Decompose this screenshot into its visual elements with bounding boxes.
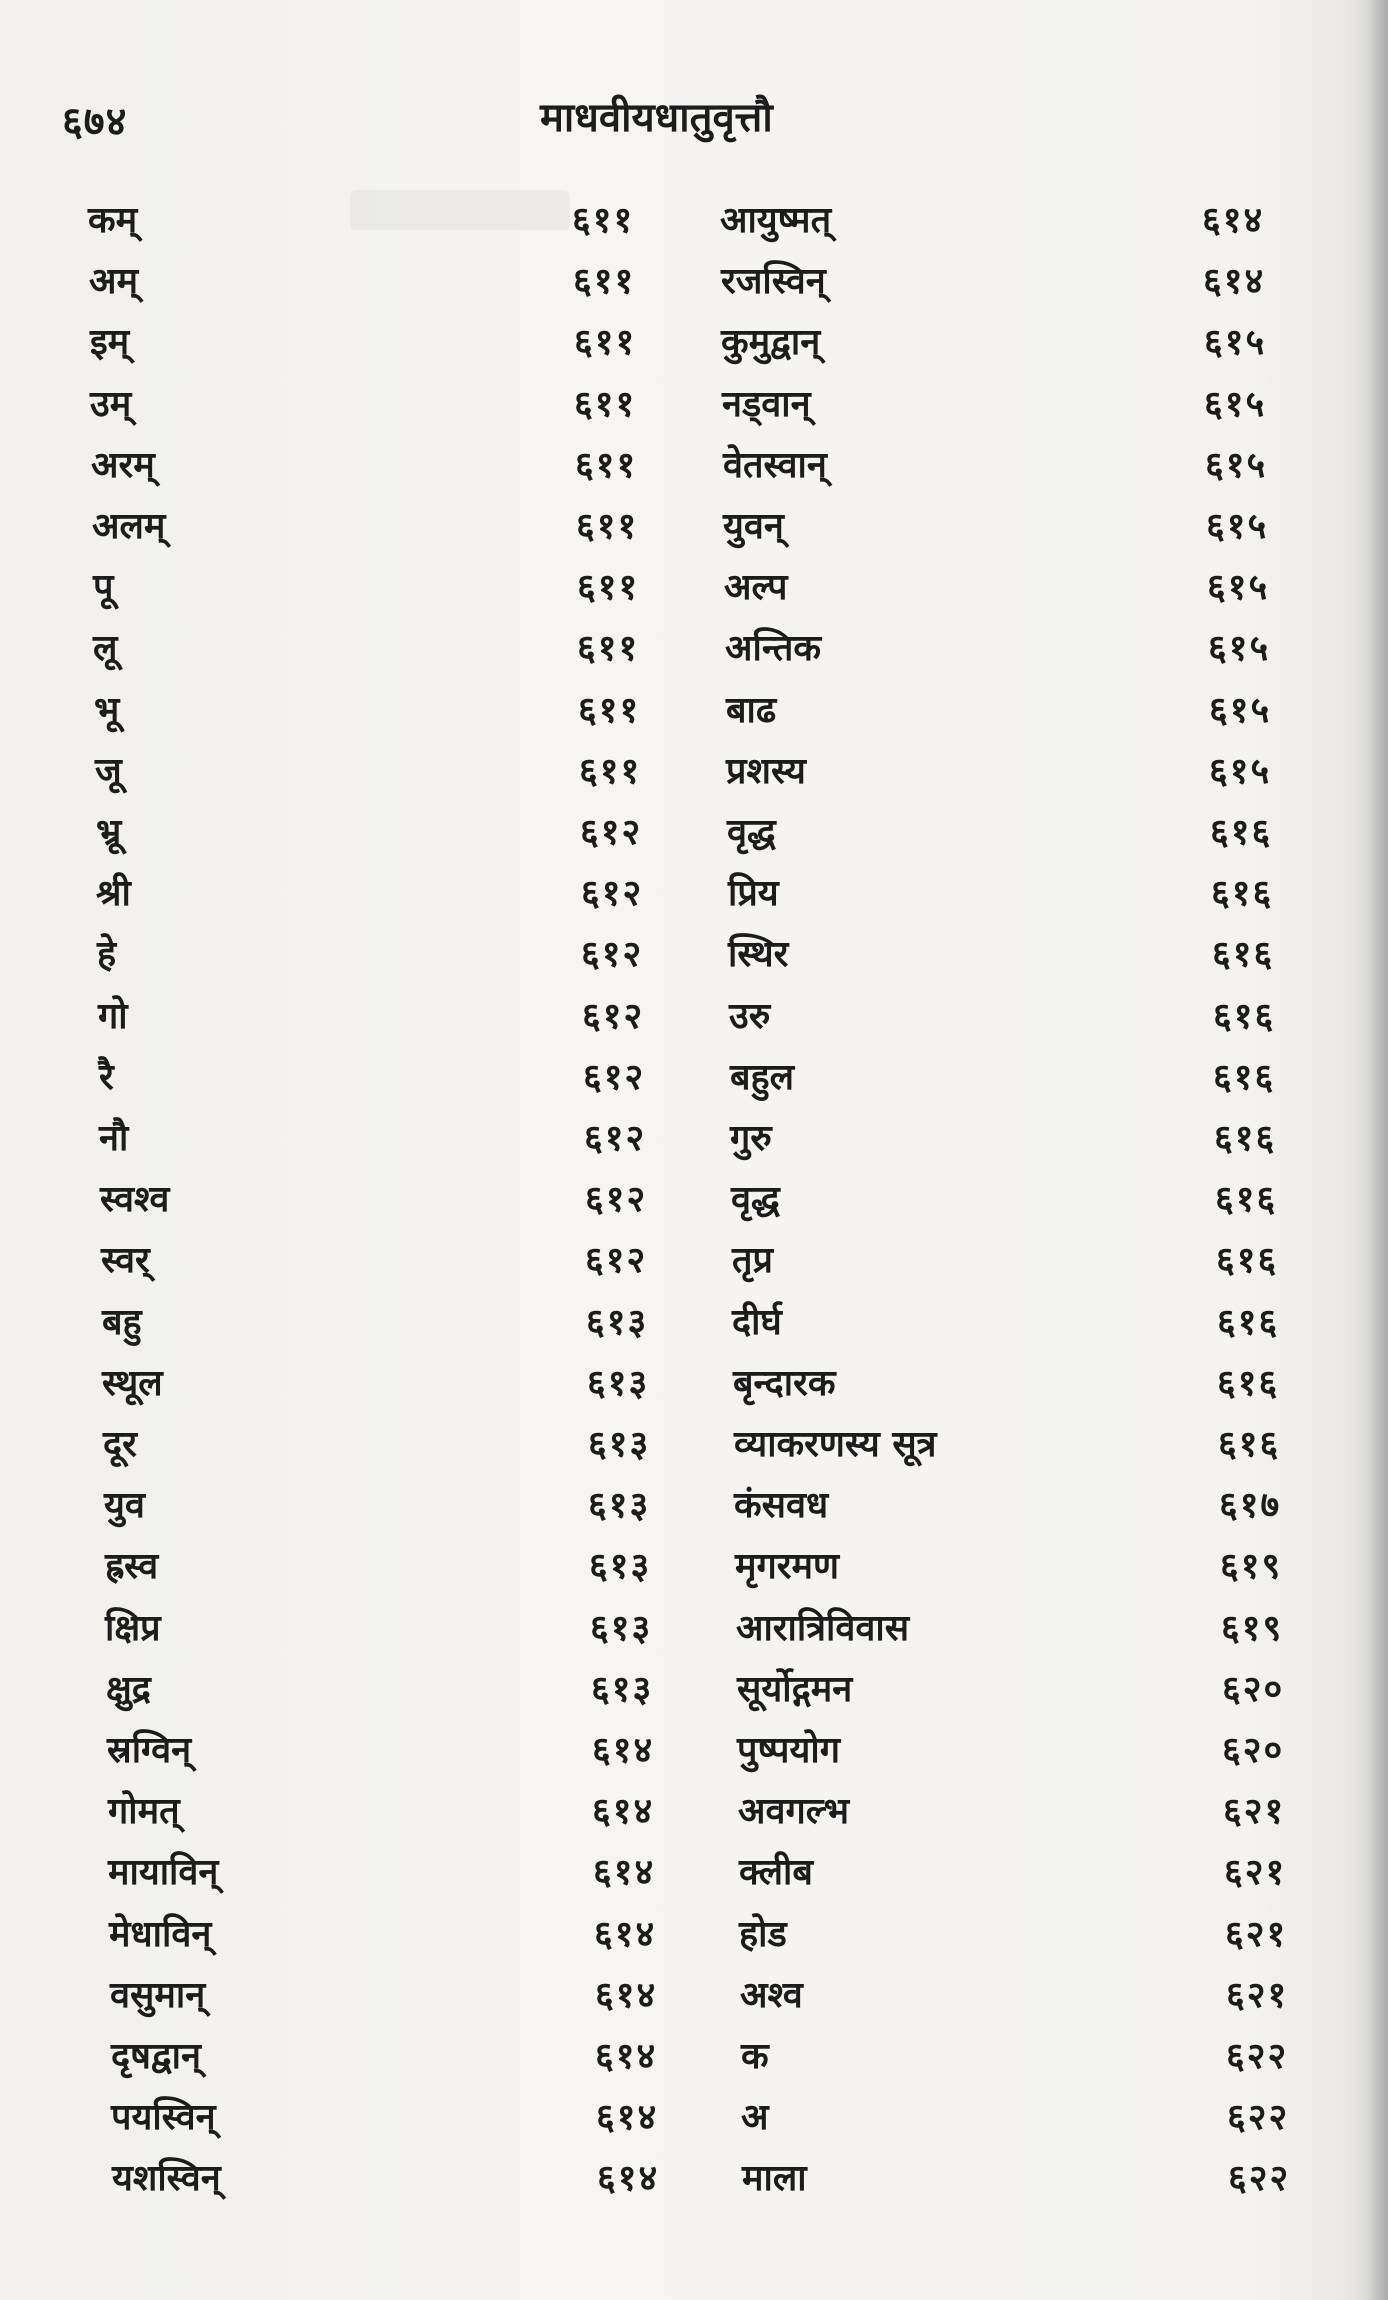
right_column-page-ref: ६२१ [1223,1790,1286,1832]
right_column-word: सूर्योद्गमन [737,1668,853,1710]
left_column-word: गो [98,995,128,1037]
left_column-page-ref: ६१४ [594,1913,657,1955]
left_column-page-ref: ६१२ [581,933,644,975]
right_column-page-ref: ६१६ [1211,872,1274,914]
right_column-word: क्लीब [739,1851,813,1893]
right_column-entry [0,1169,1388,1229]
right_column-entry [0,1475,1388,1535]
left_column-page-ref: ६११ [575,444,638,486]
right_column-page-ref: ६१५ [1206,505,1269,547]
right_column-word: तृप्र [732,1239,774,1281]
left_column-page-ref: ६१२ [580,811,643,853]
right_column-entry [0,1965,1388,2025]
left_column-page-ref: ६१४ [592,1790,655,1832]
left_column-page-ref: ६११ [577,566,640,608]
left_column-word: लू [93,627,118,669]
right_column-page-ref: ६१६ [1217,1362,1280,1404]
right_column-page-ref: ६१६ [1212,933,1275,975]
right_column-word: अल्प [724,566,788,608]
right_column-word: होड [739,1913,787,1955]
right_column-page-ref: ६१७ [1219,1484,1282,1526]
left_column-page-ref: ६१३ [589,1545,652,1587]
right_column-entry [0,2026,1388,2086]
right_column-word: अन्तिक [725,627,822,669]
right_column-entry [0,618,1388,678]
left_column-word: पू [93,566,114,608]
right_column-page-ref: ६२१ [1225,1913,1288,1955]
right_column-entry [0,1720,1388,1780]
right_column-page-ref: ६१५ [1209,750,1272,792]
left_column-word: भू [94,689,120,731]
left_column-page-ref: ६११ [576,505,639,547]
left_column-word: मेधाविन् [109,1913,212,1955]
right_column-entry [0,1230,1388,1290]
left_column-word: इम् [90,321,130,363]
right_column-entry [0,1536,1388,1596]
left_column-page-ref: ६१३ [588,1484,651,1526]
left_column-word: हे [97,933,117,975]
left_column-word: मायाविन् [108,1851,219,1893]
right_column-word: क [741,2035,769,2077]
left_column-word: बहु [102,1301,142,1343]
right_column-word: बृन्दारक [733,1362,836,1404]
right_column-entry [0,557,1388,617]
left_column-word: अरम् [91,444,155,486]
right_column-entry [0,1292,1388,1352]
left_column-page-ref: ६११ [579,750,642,792]
right_column-entry [0,1904,1388,1964]
right_column-page-ref: ६१४ [1202,199,1265,241]
left_column-page-ref: ६१२ [585,1239,648,1281]
right_column-word: व्याकरणस्य सूत्र [734,1423,937,1465]
right_column-entry [0,435,1388,495]
right_column-word: बाढ [726,689,777,731]
right_column-word: वेतस्वान् [723,444,827,486]
right_column-entry [0,1598,1388,1658]
right_column-entry [0,924,1388,984]
right_column-page-ref: ६१६ [1210,811,1273,853]
left_column-word: दृषद्वान् [111,2035,201,2077]
left_column-word: स्थूल [102,1362,163,1404]
left_column-word: दूर [103,1423,137,1465]
left_column-word: ह्रस्व [105,1545,159,1587]
right_column-page-ref: ६१६ [1215,1178,1278,1220]
right_column-word: गुरु [730,1117,772,1159]
right_column-word: प्रिय [728,872,779,914]
right_column-entry [0,741,1388,801]
left_column-page-ref: ६१२ [581,872,644,914]
right_column-word: उरु [729,995,771,1037]
left_column-page-ref: ६११ [574,321,637,363]
right_column-page-ref: ६२० [1222,1668,1285,1710]
left_column-page-ref: ६१४ [596,2096,659,2138]
left_column-page-ref: ६१२ [583,1056,646,1098]
right_column-entry [0,1659,1388,1719]
left_column-page-ref: ६१२ [584,1117,647,1159]
left_column-page-ref: ६१३ [586,1301,649,1343]
right_column-page-ref: ६२२ [1227,2096,1290,2138]
right_column-entry [0,1108,1388,1168]
left_column-page-ref: ६१४ [597,2157,660,2199]
left_column-word: अम् [89,260,139,302]
right_column-word: अ [741,2096,769,2138]
left_column-page-ref: ६१३ [588,1423,651,1465]
left_column-word: गोमत् [108,1790,180,1832]
right_column-word: रजस्विन् [721,260,826,302]
left_column-page-ref: ६१२ [585,1178,648,1220]
left_column-page-ref: ६११ [577,627,640,669]
right_column-page-ref: ६१५ [1208,627,1271,669]
right_column-word: प्रशस्य [726,750,806,792]
right_column-entry [0,986,1388,1046]
running-title: माधवीयधातुवृत्तौ [540,94,773,141]
left_column-word: स्वर् [101,1239,150,1281]
right_column-page-ref: ६१९ [1220,1545,1283,1587]
right_column-word: आयुष्मत् [720,199,832,241]
right_column-word: स्थिर [728,933,789,975]
left_column-page-ref: ६११ [573,260,636,302]
right_column-entry [0,312,1388,372]
left_column-word: जू [95,750,122,792]
right_column-entry [0,251,1388,311]
page-edge-shadow [1366,0,1388,2300]
left_column-word: रै [99,1056,114,1098]
right_column-word: वृद्ध [731,1178,780,1220]
right_column-word: कुमुद्वान् [721,321,821,363]
right_column-page-ref: ६१६ [1213,995,1276,1037]
right_column-entry [0,1414,1388,1474]
left_column-word: नौ [99,1117,129,1159]
right_column-word: मृगरमण [735,1545,840,1587]
left_column-word: युव [104,1484,145,1526]
right_column-entry [0,1353,1388,1413]
right_column-page-ref: ६१५ [1209,689,1272,731]
right_column-entry [0,1842,1388,1902]
left_column-word: यशस्विन् [112,2157,221,2199]
right_column-word: पुष्पयोग [737,1729,840,1771]
right_column-page-ref: ६२२ [1228,2157,1291,2199]
left_column-word: भ्रू [96,811,122,853]
left_column-page-ref: ६१३ [591,1668,654,1710]
left_column-page-ref: ६१४ [593,1851,656,1893]
right_column-word: कंसवध [734,1484,829,1526]
left_column-page-ref: ६११ [574,383,637,425]
right_column-page-ref: ६१६ [1216,1239,1279,1281]
right_column-word: बहुल [730,1056,795,1098]
right_column-entry [0,374,1388,434]
right_column-page-ref: ६१६ [1214,1117,1277,1159]
left_column-word: क्षुद्र [106,1668,151,1710]
left_column-word: कम् [88,199,138,241]
right_column-word: आरात्रिविवास [736,1607,910,1649]
right_column-entry [0,2148,1388,2208]
left_column-page-ref: ६१३ [590,1607,653,1649]
right_column-word: अवगल्भ [738,1790,850,1832]
left_column-page-ref: ६१३ [587,1362,650,1404]
right_column-page-ref: ६१६ [1213,1056,1276,1098]
left_column-page-ref: ६१२ [582,995,645,1037]
left_column-word: वसुमान् [110,1974,206,2016]
right_column-entry [0,680,1388,740]
right_column-entry [0,863,1388,923]
left_column-page-ref: ६१४ [592,1729,655,1771]
left_column-word: क्षिप्र [105,1607,161,1649]
left_column-page-ref: ६११ [578,689,641,731]
left_column-page-ref: ६१४ [595,2035,658,2077]
left_column-word: अलम् [92,505,166,547]
left_column-word: स्वश्व [100,1178,170,1220]
right_column-entry [0,2087,1388,2147]
left_column-word: पयस्विन् [111,2096,216,2138]
right_column-entry [0,1047,1388,1107]
right_column-word: अश्व [740,1974,803,2016]
right_column-entry [0,190,1388,250]
right_column-entry [0,802,1388,862]
right_column-page-ref: ६१६ [1218,1423,1281,1465]
right_column-page-ref: ६२० [1222,1729,1285,1771]
right_column-page-ref: ६२२ [1226,2035,1289,2077]
page-number: ६७४ [62,98,128,145]
right_column-page-ref: ६१४ [1203,260,1266,302]
right_column-word: नड्वान् [722,383,811,425]
left_column-word: उम् [90,383,132,425]
left_column-word: स्रग्विन् [107,1729,192,1771]
right_column-page-ref: ६२१ [1224,1851,1287,1893]
left_column-page-ref: ६१४ [595,1974,658,2016]
right_column-entry [0,496,1388,556]
right_column-page-ref: ६१५ [1205,444,1268,486]
left_column-word: श्री [96,872,131,914]
right_column-page-ref: ६१५ [1204,321,1267,363]
right_column-word: वृद्ध [727,811,776,853]
right_column-page-ref: ६१९ [1221,1607,1284,1649]
right_column-page-ref: ६१५ [1204,383,1267,425]
right_column-entry [0,1781,1388,1841]
right_column-word: दीर्घ [732,1301,782,1343]
right_column-page-ref: ६१५ [1207,566,1270,608]
right_column-page-ref: ६२१ [1226,1974,1289,2016]
right_column-page-ref: ६१६ [1217,1301,1280,1343]
right_column-word: युवन् [723,505,784,547]
left_column-page-ref: ६११ [572,199,635,241]
right_column-word: माला [742,2157,807,2199]
